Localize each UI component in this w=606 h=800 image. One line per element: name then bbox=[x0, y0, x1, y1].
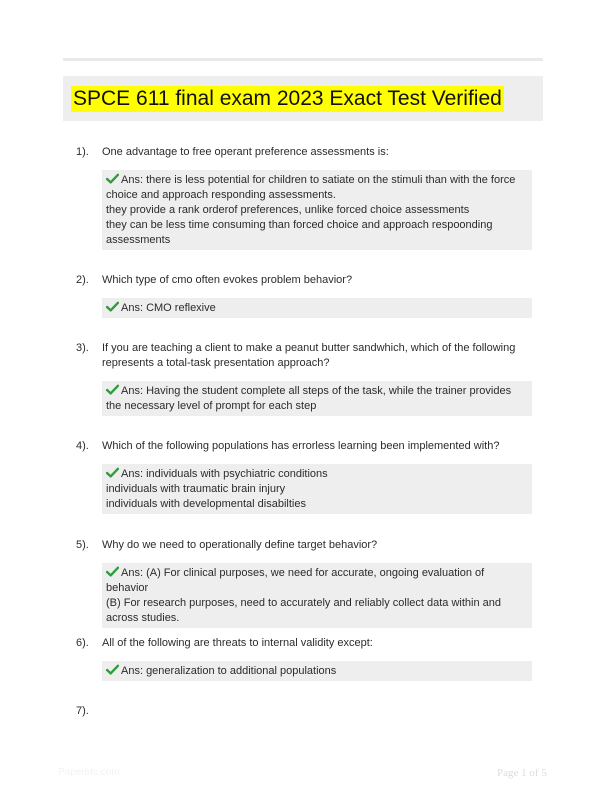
answer-line: they can be less time consuming than forced choice and approach respoonding assessments bbox=[106, 219, 493, 246]
question-text: Why do we need to operationally define target behavior? bbox=[102, 539, 378, 551]
question-number: 2). bbox=[76, 274, 89, 286]
check-icon bbox=[106, 664, 119, 675]
answer-box bbox=[102, 661, 532, 681]
answer-text: Ans: Having the student complete all steps of the task, while the trainer provides the necessary level of prompt for each step bbox=[106, 385, 512, 412]
answer-line bbox=[106, 173, 526, 203]
footer-watermark: Paperbtc.com bbox=[58, 767, 120, 778]
answer-box bbox=[102, 563, 532, 628]
question-number: 5). bbox=[76, 539, 89, 551]
document-title: SPCE 611 final exam 2023 Exact Test Verified bbox=[73, 87, 502, 110]
answer-box bbox=[102, 170, 532, 250]
answer-line bbox=[106, 566, 526, 596]
question-number: 4). bbox=[76, 440, 89, 452]
answer-line: individuals with developmental disabilties bbox=[106, 498, 306, 510]
answer-text: Ans: CMO reflexive bbox=[121, 302, 216, 314]
question-text: If you are teaching a client to make a peanut butter sandwhich, which of the following represents a total-task presentation approach? bbox=[102, 342, 516, 369]
answer-line: individuals with traumatic brain injury bbox=[106, 483, 286, 495]
answer-box bbox=[102, 464, 532, 514]
answer-text: Ans: there is less potential for children to satiate on the stimuli than with the force choice and approach responding assessments. bbox=[106, 174, 516, 201]
answer-text: Ans: generalization to additional populations bbox=[121, 665, 337, 677]
question-text: Which of the following populations has errorless learning been implemented with? bbox=[102, 440, 500, 452]
top-divider bbox=[63, 58, 543, 61]
answer-text: Ans: (A) For clinical purposes, we need for accurate, ongoing evaluation of behavior bbox=[106, 567, 485, 594]
check-icon bbox=[106, 384, 119, 395]
check-icon bbox=[106, 173, 119, 184]
check-icon bbox=[106, 467, 119, 478]
answer-line bbox=[106, 384, 526, 414]
answer-line: (B) For research purposes, need to accurately and reliably collect data within and across studies. bbox=[106, 597, 501, 624]
answer-line: they provide a rank orderof preferences, unlike forced choice assessments bbox=[106, 204, 470, 216]
check-icon bbox=[106, 301, 119, 312]
answer-box bbox=[102, 298, 532, 318]
answer-line bbox=[106, 301, 526, 316]
question-number: 6). bbox=[76, 637, 89, 649]
question-text: Which type of cmo often evokes problem behavior? bbox=[102, 274, 353, 286]
question-number: 1). bbox=[76, 146, 89, 158]
question-number: 3). bbox=[76, 342, 89, 354]
answer-box bbox=[102, 381, 532, 416]
question-text: One advantage to free operant preference assessments is: bbox=[102, 146, 389, 158]
check-icon bbox=[106, 566, 119, 577]
answer-line bbox=[106, 467, 526, 482]
question-text: All of the following are threats to internal validity except: bbox=[102, 637, 373, 649]
answer-line bbox=[106, 664, 526, 679]
page-number: Page 1 of 5 bbox=[497, 767, 547, 779]
question-number: 7). bbox=[76, 705, 89, 717]
answer-text: Ans: individuals with psychiatric conditions bbox=[121, 468, 328, 480]
